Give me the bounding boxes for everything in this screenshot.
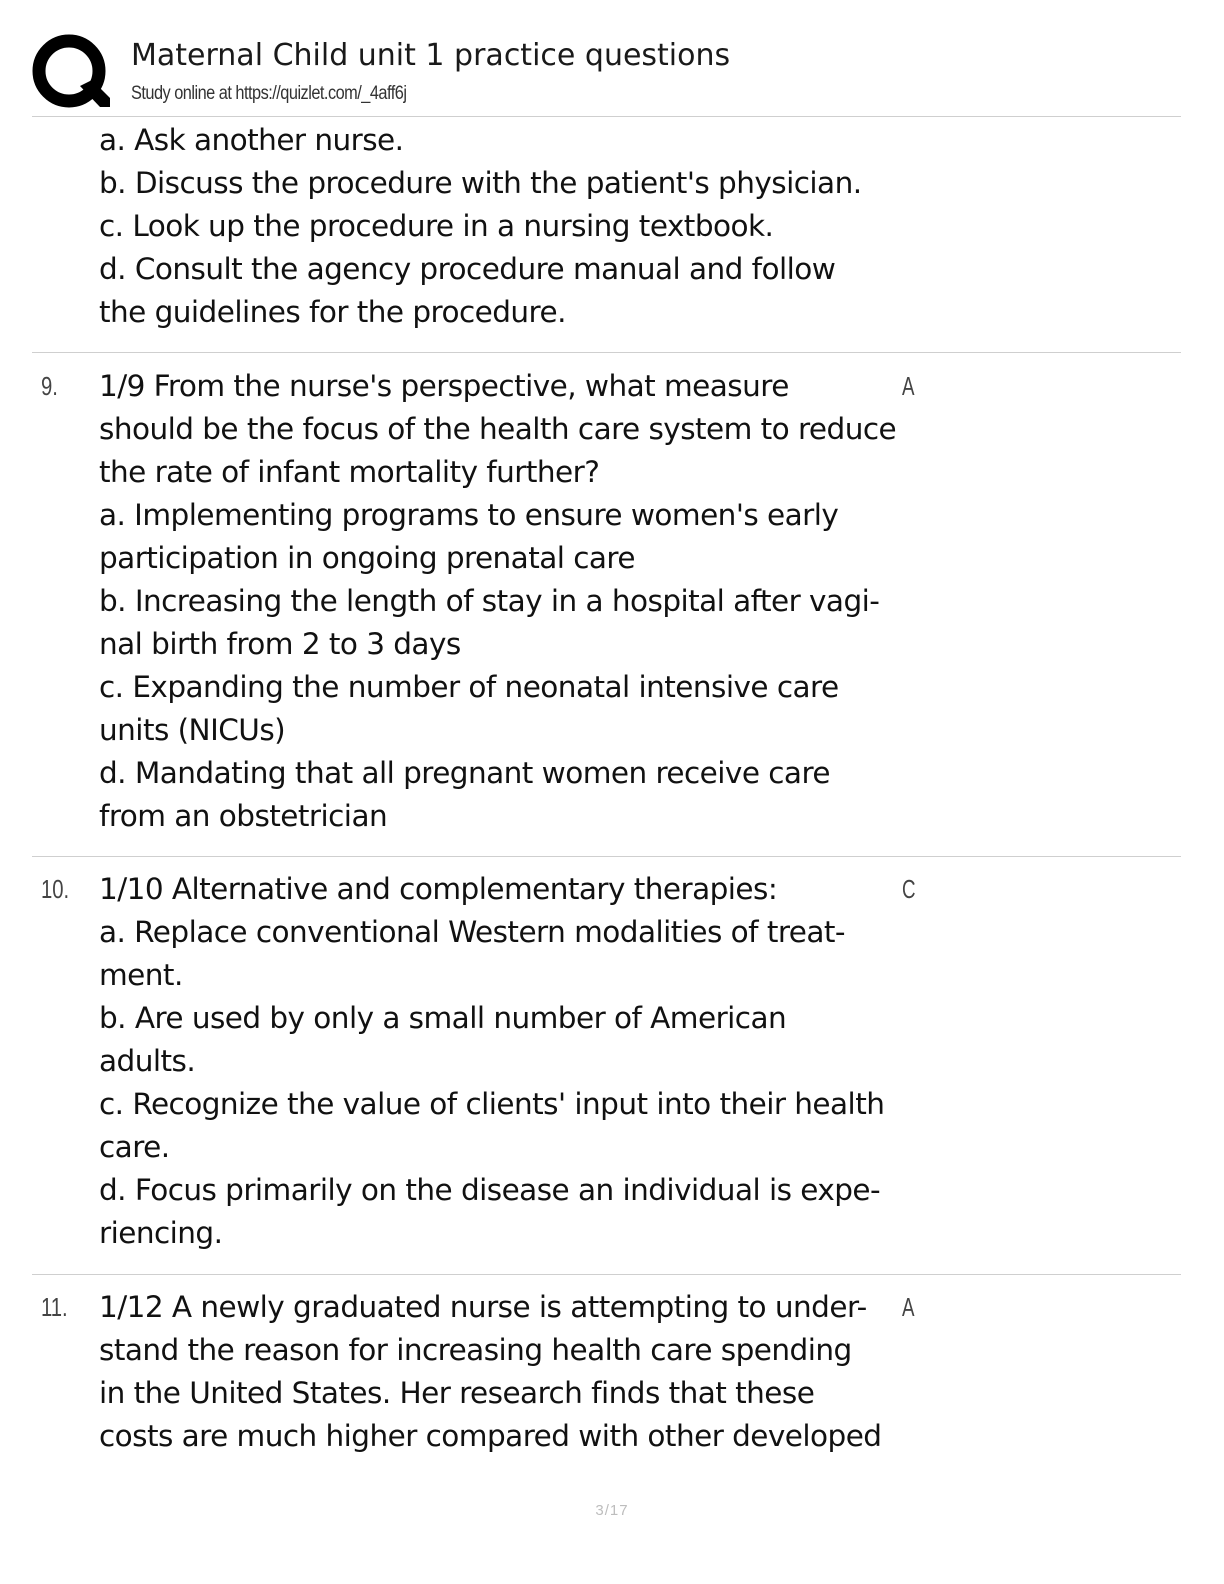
option-line: a. Ask another nurse. [99,123,404,157]
document-title: Maternal Child unit 1 practice questions [131,38,731,73]
question-number: 11. [41,1292,68,1322]
option-line: b. Discuss the procedure with the patient's physician. [99,166,862,200]
question-line: 1/10 Alternative and complementary therapies: [99,872,778,906]
question-text [99,119,899,334]
option-line: care. [99,1130,170,1164]
question-divider [32,856,1181,857]
question-line: stand the reason for increasing health care spending [99,1333,852,1367]
study-online-link[interactable]: Study online at https://quizlet.com/_4aff6j [131,83,407,104]
answer-letter: C [902,874,916,904]
question-number: 10. [41,874,70,904]
option-line: b. Are used by only a small number of American [99,1001,787,1035]
document-header [30,30,1180,116]
header-divider [32,116,1181,117]
option-line: units (NICUs) [99,713,286,747]
question-line: the rate of infant mortality further? [99,455,600,489]
page-number: 3/17 [595,1502,629,1519]
option-line: from an obstetrician [99,799,388,833]
question-line: in the United States. Her research finds that these [99,1376,815,1410]
question-text [99,868,899,1255]
question-line: costs are much higher compared with other developed [99,1419,882,1453]
answer-letter: A [902,371,915,401]
option-line: c. Recognize the value of clients' input into their health [99,1087,885,1121]
question-line: 1/12 A newly graduated nurse is attempting to under- [99,1290,867,1324]
option-line: adults. [99,1044,196,1078]
quizlet-q-logo-icon [32,34,110,110]
question-divider [32,1274,1181,1275]
option-line: the guidelines for the procedure. [99,295,566,329]
option-line: d. Mandating that all pregnant women receive care [99,756,830,790]
question-divider [32,352,1181,353]
option-line: participation in ongoing prenatal care [99,541,635,575]
option-line: ment. [99,958,183,992]
option-line: b. Increasing the length of stay in a hospital after vagi- [99,584,880,618]
option-line: nal birth from 2 to 3 days [99,627,461,661]
question-line: should be the focus of the health care system to reduce [99,412,897,446]
option-line: c. Look up the procedure in a nursing textbook. [99,209,774,243]
question-text [99,1286,899,1458]
option-line: c. Expanding the number of neonatal intensive care [99,670,839,704]
question-line: 1/9 From the nurse's perspective, what measure [99,369,789,403]
question-number: 9. [41,371,58,401]
answer-letter: A [902,1292,915,1322]
option-line: a. Implementing programs to ensure women's early [99,498,839,532]
option-line: d. Focus primarily on the disease an individual is expe- [99,1173,881,1207]
option-line: riencing. [99,1216,223,1250]
option-line: d. Consult the agency procedure manual and follow [99,252,836,286]
option-line: a. Replace conventional Western modalities of treat- [99,915,846,949]
question-text [99,365,899,838]
